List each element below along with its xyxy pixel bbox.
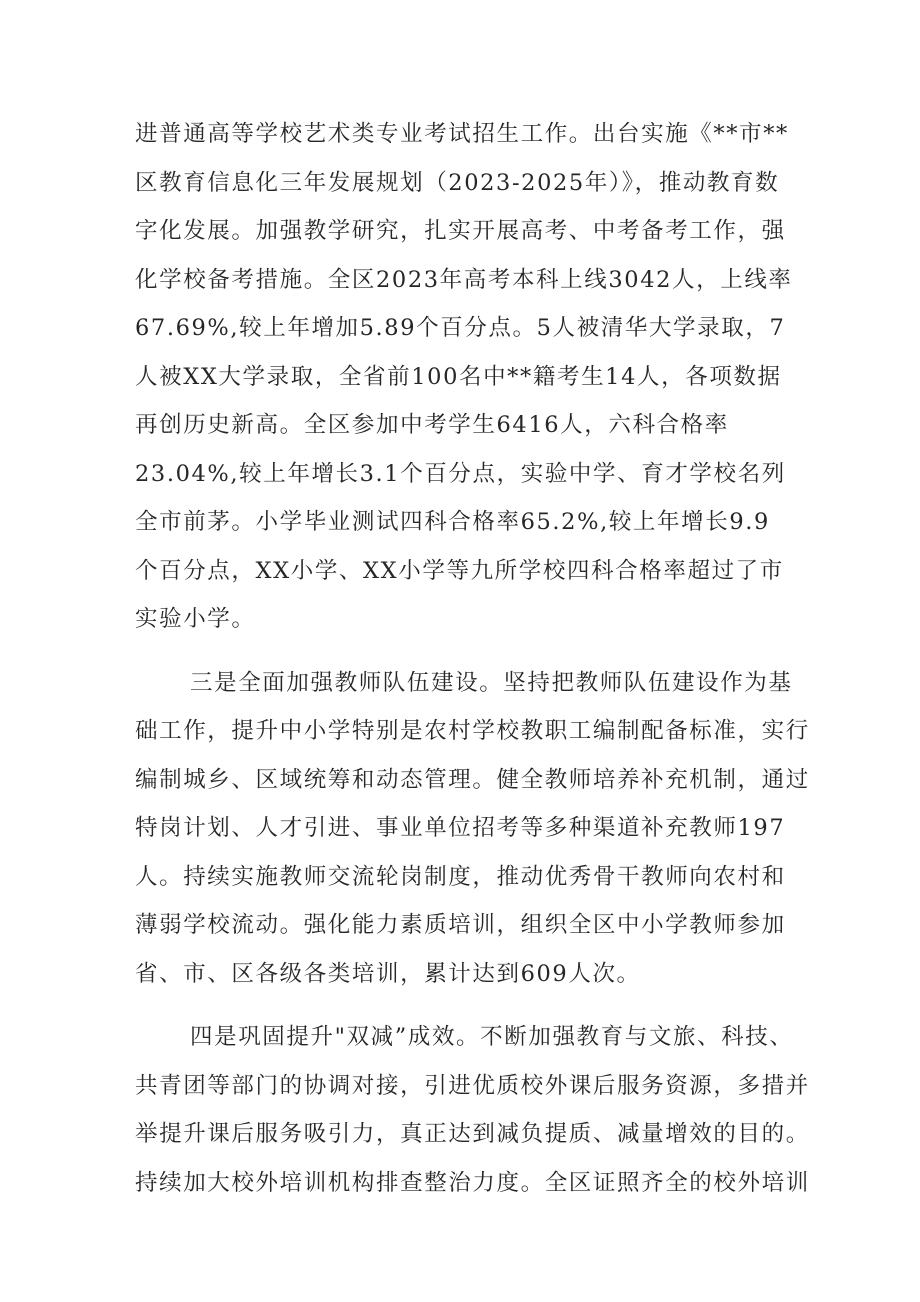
paragraph-line: 特岗计划、人才引进、事业单位招考等多种渠道补充教师197 [135,815,786,841]
paragraph-line: 人。持续实施教师交流轮岗制度，推动优秀骨干教师向农村和 [135,863,786,890]
paragraph-line: 字化发展。加强教学研究，扎实开展高考、中考备考工作，强 [135,218,786,244]
paragraph-line: 个百分点，XX小学、XX小学等九所学校四科合格率超过了市 [135,557,784,584]
paragraph-spacer [135,644,795,659]
paragraph-line: 础工作，提升中小学特别是农村学校教职工编制配备标准，实行 [135,718,810,744]
paragraph-line: 三是全面加强教师队伍建设。坚持把教师队伍建设作为基 [190,669,793,696]
paragraph-1 [135,110,795,644]
paragraph-line: 持续加大校外培训机构排查整治力度。全区证照齐全的校外培训 [135,1169,810,1196]
paragraph-line: 化学校备考措施。全区2023年高考本科上线3042人，上线率 [135,266,793,293]
paragraph-line: 进普通高等学校艺术类专业考试招生工作。出台实施《**市** [135,121,789,147]
paragraph-line: 全市前茅。小学毕业测试四科合格率65.2%,较上年增长9.9 [135,509,770,535]
paragraph-line: 四是巩固提升"双减”成效。不断加强教育与文旅、科技、 [190,1024,794,1050]
paragraph-line: 共青团等部门的协调对接，引进优质校外课后服务资源，多措并 [135,1072,810,1099]
paragraph-line: 编制城乡、区域统筹和动态管理。健全教师培养补充机制，通过 [135,766,810,793]
paragraph-line: 区教育信息化三年发展规划（2023-2025年）》，推动教育数 [135,169,780,196]
paragraph-spacer [135,998,795,1013]
paragraph-line: 人被XX大学录取，全省前100名中**籍考生14人，各项数据 [135,363,782,390]
paragraph-line: 举提升课后服务吸引力，真正达到减负提质、减量增效的目的。 [135,1121,810,1147]
paragraph-line: 再创历史新高。全区参加中考学生6416人，六科合格率 [135,412,729,438]
paragraph-line: 省、市、区各级各类培训，累计达到609人次。 [135,960,641,987]
paragraph-line: 67.69%,较上年增加5.89个百分点。5人被清华大学录取，7 [135,315,786,341]
paragraph-line: 23.04%,较上年增长3.1个百分点，实验中学、育才学校名列 [135,460,786,487]
paragraph-2 [135,659,810,999]
paragraph-3 [135,1013,810,1207]
document-body [135,110,810,1207]
paragraph-line: 薄弱学校流动。强化能力素质培训，组织全区中小学教师参加 [135,912,786,938]
paragraph-line: 实验小学。 [135,606,256,632]
